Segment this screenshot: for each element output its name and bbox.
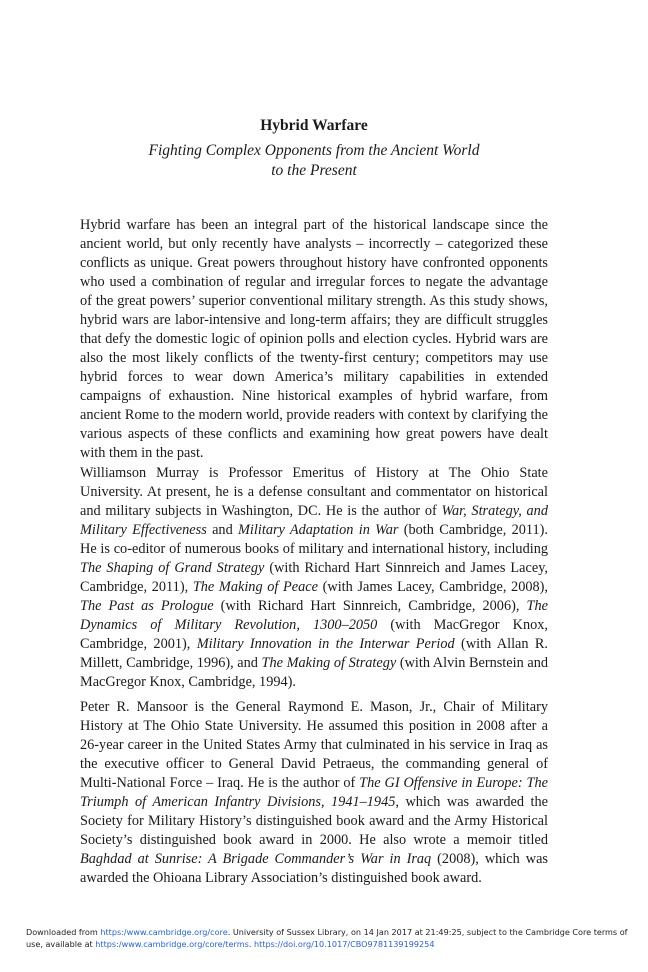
bio-text: Williamson Murray is Professor Emeritus of History at The Ohio State University. At present, he is a defense consultant and commentator on historical and military subjects in Washington, DC. He is the author of (80, 465, 548, 519)
bio-text: (with Alvin Bernstein and MacGregor Knox, Cambridge, 1994). (80, 655, 548, 690)
bio-text: (with Richard Hart Sinnreich and James Lacey, Cambridge, 2011), (80, 560, 548, 595)
book-reference: The GI Offensive in Europe: The Triumph of American Infantry Divisions, 1941–1945 (80, 775, 548, 810)
subtitle-line-2: to the Present (271, 162, 357, 179)
book-reference: The Past as Prologue (80, 598, 214, 614)
bio-text: (with MacGregor Knox, Cambridge, 2001), (80, 617, 548, 652)
book-reference: Military Innovation in the Interwar Period (196, 636, 455, 652)
author-bio-mansoor (80, 698, 548, 888)
download-footer (26, 927, 642, 950)
footer-text: . (248, 938, 254, 949)
footer-text: . University of Sussex Library, on 14 Jan 2017 at 21:49:25, subject to the Cambridge Core terms of use, available at (26, 927, 628, 949)
book-reference: War, Strategy, and Military Effectiveness (80, 503, 548, 538)
cambridge-core-link[interactable]: https:/www.cambridge.org/core (100, 927, 228, 937)
book-reference: The Shaping of Grand Strategy (80, 560, 265, 576)
terms-link[interactable]: https:/www.cambridge.org/core/terms (95, 938, 249, 949)
book-reference: Baghdad at Sunrise: A Brigade Commander’s War in Iraq (80, 851, 432, 867)
book-subtitle (0, 141, 628, 181)
book-reference: Military Adaptation in War (238, 522, 399, 538)
bio-text: , which was awarded the Society for Military History’s distinguished book award and the Army Historical Society’s distinguished book award in 2000. He also wrote a memoir titled (80, 794, 548, 848)
bio-text: (2008), which was awarded the Ohioana Library Association’s distinguished book award. (80, 851, 548, 886)
bio-text: (with James Lacey, Cambridge, 2008), (317, 579, 548, 595)
book-reference: The Making of Strategy (261, 655, 397, 671)
bio-text: (with Allan R. Millett, Cambridge, 1996), and (80, 636, 548, 671)
author-bio-murray (80, 464, 548, 692)
bio-text: Peter R. Mansoor is the General Raymond E. Mason, Jr., Chair of Military History at The Ohio State University. He assumed this position in 2008 after a 26-year career in the United States Army that culminated in his service in Iraq as the executive officer to General David Petraeus, the commanding general of Multi-National Force – Iraq. He is the author of (80, 699, 548, 791)
book-title: Hybrid Warfare (260, 117, 368, 134)
book-reference: The Dynamics of Military Revolution, 1300–2050 (80, 598, 548, 633)
book-reference: The Making of Peace (192, 579, 318, 595)
subtitle-line-1: Fighting Complex Opponents from the Ancient World (148, 142, 480, 159)
book-description: Hybrid warfare has been an integral part of the historical landscape since the ancient world, but only recently have analysts – incorrectly – categorized these conflicts as unique. Great powers throughout history have confronted opponents who used a combination of regular and irregular forces to negate the advantage of the great powers’ superior conventional military strength. As this study shows, hybrid wars are labor-intensive and long-term affairs; they are difficult struggles that defy the domestic logic of opinion polls and election cycles. Hybrid wars are also the most likely conflicts of the twenty-first century; competitors may use hybrid forces to wear down America’s military capabilities in extended campaigns of exhaustion. Nine historical examples of hybrid warfare, from ancient Rome to the modern world, provide readers with context by clarifying the various aspects of these conflicts and examining how great powers have dealt with them in the past. (80, 217, 548, 461)
bio-text: (with Richard Hart Sinnreich, Cambridge, 2006), (213, 598, 527, 614)
bio-text: and (206, 522, 239, 538)
footer-text: Downloaded from (26, 927, 101, 937)
bio-text: (both Cambridge, 2011). He is co-editor of numerous books of military and international history, including (80, 522, 548, 557)
doi-link[interactable]: https://doi.org/10.1017/CBO9781139199254 (253, 938, 435, 949)
